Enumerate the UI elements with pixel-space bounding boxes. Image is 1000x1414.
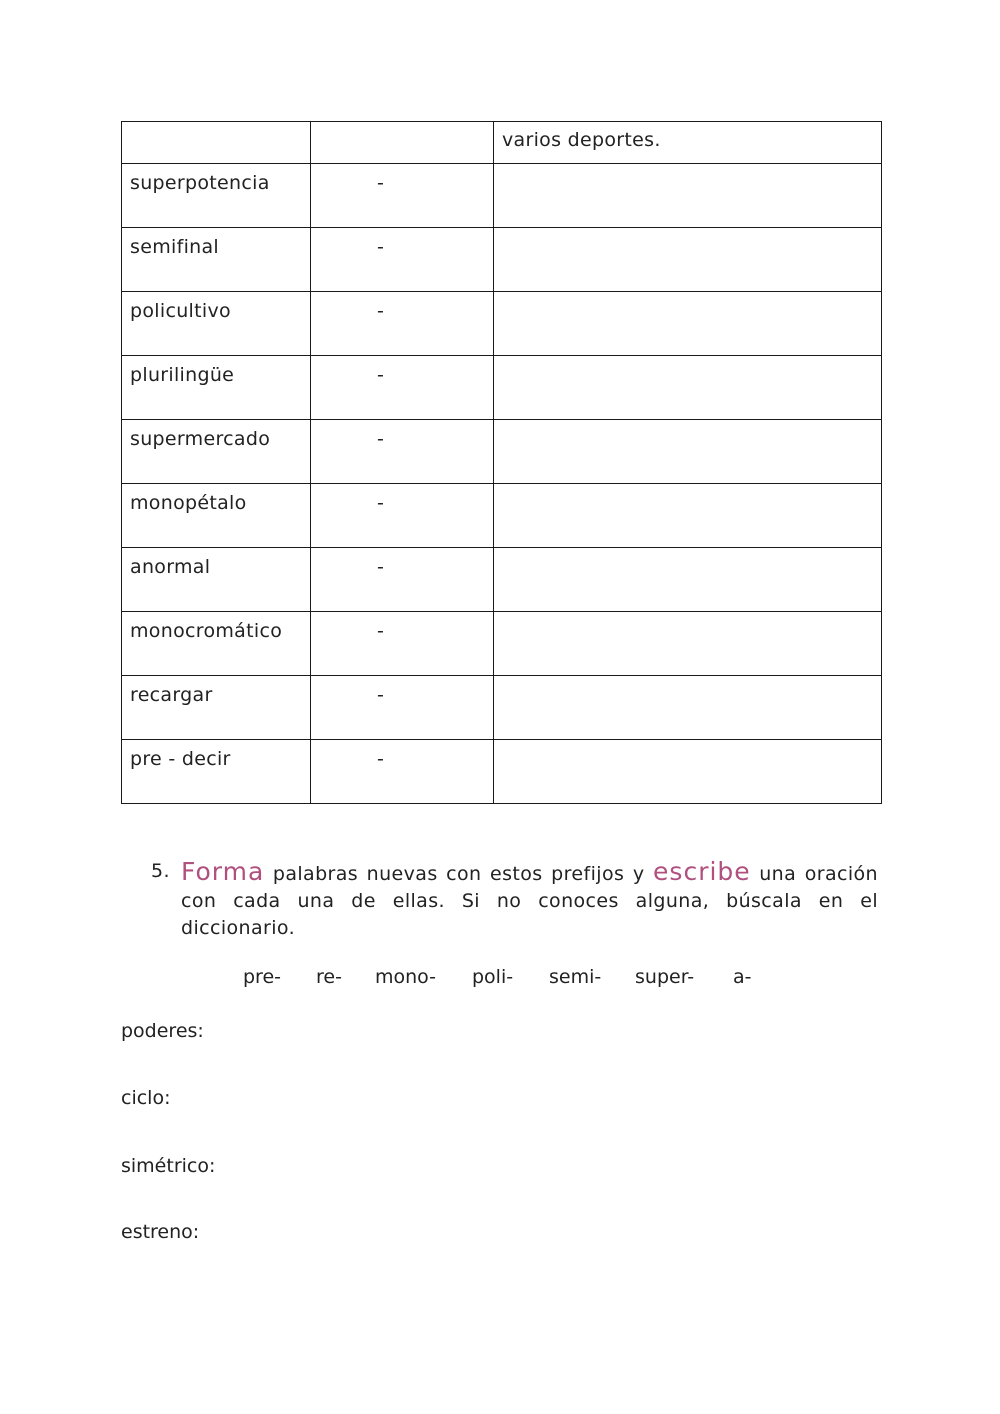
- word-cell: [122, 612, 311, 676]
- word-cell: [122, 164, 311, 228]
- prefix-list: [0, 966, 1000, 996]
- prefix-item: semi-: [549, 966, 602, 988]
- meaning-input[interactable]: [494, 548, 881, 611]
- split-dash: -: [377, 748, 385, 770]
- prefix-item: a-: [733, 966, 752, 988]
- word-cell: [122, 740, 311, 804]
- split-dash: -: [377, 300, 385, 322]
- split-dash: -: [377, 364, 385, 386]
- sentence-input[interactable]: [225, 1151, 881, 1181]
- meaning-input[interactable]: [494, 292, 881, 355]
- prompt-label: simétrico:: [121, 1155, 216, 1177]
- prefix-item: mono-: [375, 966, 437, 988]
- meaning-cell[interactable]: [494, 740, 882, 804]
- exercise-number: 5.: [151, 860, 170, 882]
- meaning-input[interactable]: [494, 420, 881, 483]
- split-dash: -: [377, 428, 385, 450]
- meaning-cell[interactable]: [494, 548, 882, 612]
- table-row: [122, 164, 882, 228]
- prompt-line: [121, 1016, 881, 1046]
- table-row: [122, 356, 882, 420]
- prefix-table: [121, 121, 882, 804]
- meaning-cell[interactable]: [494, 292, 882, 356]
- sentence-input[interactable]: [214, 1016, 881, 1046]
- split-dash: -: [377, 684, 385, 706]
- word-cell: [122, 122, 311, 164]
- word-cell: [122, 228, 311, 292]
- meaning-input[interactable]: [494, 676, 881, 739]
- meaning-cell[interactable]: [494, 484, 882, 548]
- split-dash: -: [377, 556, 385, 578]
- table-row: [122, 676, 882, 740]
- table-row: [122, 122, 882, 164]
- meaning-input[interactable]: [494, 612, 881, 675]
- split-cell: [311, 484, 494, 548]
- prefix-item: pre-: [243, 966, 281, 988]
- meaning-input[interactable]: [494, 356, 881, 419]
- meaning-cell[interactable]: [494, 228, 882, 292]
- split-cell: [311, 612, 494, 676]
- prompt-line: [121, 1217, 881, 1247]
- meaning-text: varios deportes.: [502, 129, 661, 151]
- meaning-cell[interactable]: [494, 612, 882, 676]
- prompt-line: [121, 1083, 881, 1113]
- split-cell: [311, 548, 494, 612]
- table-row: [122, 740, 882, 804]
- split-cell: [311, 122, 494, 164]
- instruction-part: una oración con cada una de ellas. Si no conoces alguna, búscala en el diccionario.: [181, 863, 878, 939]
- meaning-input[interactable]: [494, 228, 881, 291]
- word-label: semifinal: [130, 236, 220, 258]
- table-row: [122, 292, 882, 356]
- table-row: [122, 420, 882, 484]
- table-row: [122, 612, 882, 676]
- word-label: superpotencia: [130, 172, 270, 194]
- meaning-cell[interactable]: [494, 420, 882, 484]
- split-cell: [311, 356, 494, 420]
- prompt-label: estreno:: [121, 1221, 200, 1243]
- word-label: monocromático: [130, 620, 283, 642]
- word-cell: [122, 548, 311, 612]
- meaning-input[interactable]: [494, 484, 881, 547]
- word-cell: [122, 292, 311, 356]
- sentence-input[interactable]: [209, 1217, 881, 1247]
- word-label: recargar: [130, 684, 213, 706]
- word-label: pre - decir: [130, 748, 231, 770]
- split-cell: [311, 740, 494, 804]
- word-cell: [122, 676, 311, 740]
- table-row: [122, 484, 882, 548]
- prompt-label: ciclo:: [121, 1087, 171, 1109]
- split-cell: [311, 676, 494, 740]
- word-label: monopétalo: [130, 492, 247, 514]
- word-label: supermercado: [130, 428, 271, 450]
- split-dash: -: [377, 236, 385, 258]
- word-cell: [122, 420, 311, 484]
- meaning-cell[interactable]: [494, 164, 882, 228]
- prefix-item: poli-: [472, 966, 514, 988]
- split-cell: [311, 164, 494, 228]
- instruction-part: palabras nuevas con estos prefijos y: [264, 863, 654, 885]
- highlight-verb-forma: Forma: [181, 857, 265, 886]
- sentence-input[interactable]: [180, 1083, 881, 1113]
- split-cell: [311, 420, 494, 484]
- word-cell: [122, 484, 311, 548]
- split-cell: [311, 292, 494, 356]
- meaning-input[interactable]: [494, 164, 881, 227]
- word-label: policultivo: [130, 300, 231, 322]
- split-cell: [311, 228, 494, 292]
- meaning-cell: [494, 122, 882, 164]
- meaning-input[interactable]: [494, 740, 881, 803]
- word-label: anormal: [130, 556, 211, 578]
- highlight-verb-escribe: escribe: [653, 857, 751, 886]
- table-row: [122, 548, 882, 612]
- meaning-cell[interactable]: [494, 356, 882, 420]
- prompt-label: poderes:: [121, 1020, 204, 1042]
- prompt-line: [121, 1151, 881, 1181]
- instruction-text: [181, 858, 878, 942]
- prefix-item: super-: [635, 966, 695, 988]
- prefix-item: re-: [316, 966, 342, 988]
- meaning-cell[interactable]: [494, 676, 882, 740]
- word-cell: [122, 356, 311, 420]
- split-dash: -: [377, 172, 385, 194]
- table-row: [122, 228, 882, 292]
- split-dash: -: [377, 492, 385, 514]
- exercise-instructions: [151, 858, 878, 942]
- split-dash: -: [377, 620, 385, 642]
- word-label: plurilingüe: [130, 364, 235, 386]
